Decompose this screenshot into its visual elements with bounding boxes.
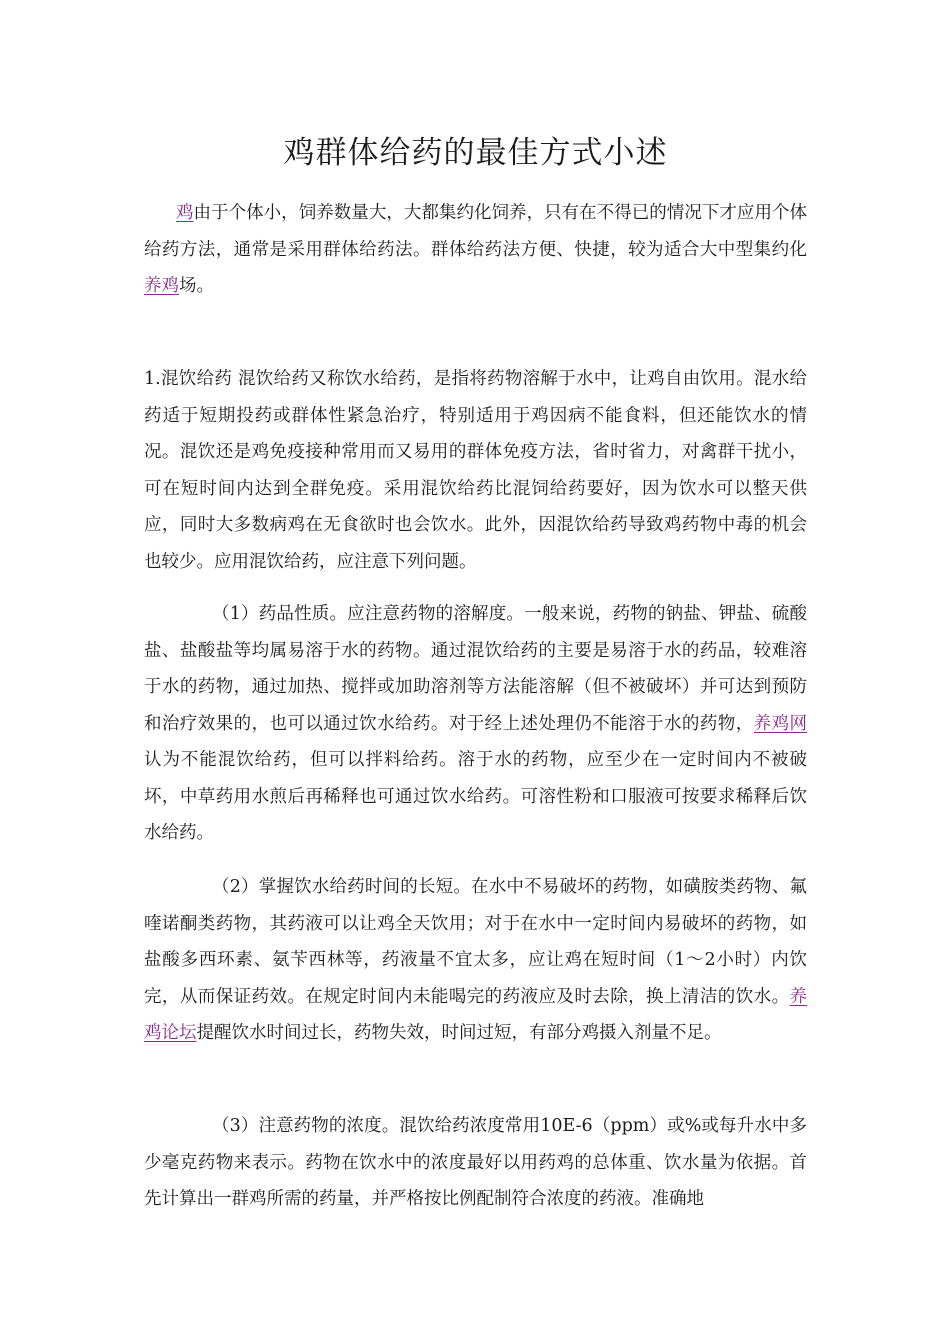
item-3-paragraph: （3）注意药物的浓度。混饮给药浓度常用10E-6（ppm）或%或每升水中多少毫克药物来表示。药物在饮水中的浓度最好以用药鸡的总体重、饮水量为依据。首先计算出一群鸡所需的药量，并严格按比例配制符合浓度的药液。准确地	[144, 1116, 807, 1209]
item-1-text-2: 认为不能混饮给药，但可以拌料给药。溶于水的药物，应至少在一定时间内不被破坏，中草药用水煎后再稀释也可通过饮水给药。可溶性粉和口服液可按要求稀释后饮水给药。	[144, 750, 807, 843]
intro-text-2: 场。	[179, 276, 214, 296]
item-1-text-1: （1）药品性质。应注意药物的溶解度。一般来说，药物的钠盐、钾盐、硫酸盐、盐酸盐等均属易溶于水的药物。通过混饮给药的主要是易溶于水的药品，较难溶于水的药物，通过加热、搅拌或加助溶剂等方法能溶解（但不被破坏）并可达到预防和治疗效果的，也可以通过饮水给药。对于经上述处理仍不能溶于水的药物，	[144, 604, 807, 734]
document-title: 鸡群体给药的最佳方式小述	[283, 135, 668, 171]
item-2-paragraph	[144, 869, 807, 1052]
intro-paragraph	[144, 195, 807, 305]
chicken-farming-net-link[interactable]: 养鸡网	[753, 713, 808, 734]
chicken-farming-link[interactable]: 养鸡	[144, 276, 179, 296]
item-1-paragraph	[144, 596, 807, 852]
section-1-paragraph: 1.混饮给药 混饮给药又称饮水给药，是指将药物溶解于水中，让鸡自由饮用。混水给药适于短期投药或群体性紧急治疗，特别适用于鸡因病不能食料，但还能饮水的情况。混饮还是鸡免疫接种常用而又易用的群体免疫方法，省时省力，对禽群干扰小，可在短时间内达到全群免疫。采用混饮给药比混饲给药要好，因为饮水可以整天供应，同时大多数病鸡在无食欲时也会饮水。此外，因混饮给药导致鸡药物中毒的机会也较少。应用混饮给药，应注意下列问题。	[144, 369, 807, 572]
chicken-forum-link[interactable]: 养鸡论坛	[144, 986, 807, 1043]
chicken-link[interactable]: 鸡	[176, 203, 194, 223]
intro-text-1: 由于个体小，饲养数量大，大都集约化饲养，只有在不得已的情况下才应用个体给药方法，通常是采用群体给药法。群体给药法方便、快捷，较为适合大中型集约化	[144, 203, 807, 260]
item-2-text-1: （2）掌握饮水给药时间的长短。在水中不易破坏的药物，如磺胺类药物、氟喹诺酮类药物，其药液可以让鸡全天饮用；对于在水中一定时间内易破坏的药物，如盐酸多西环素、氨苄西林等，药液量不宜太多，应让鸡在短时间（1～2小时）内饮完，从而保证药效。在规定时间内未能喝完的药液应及时去除，换上清洁的饮水。	[144, 877, 807, 1007]
item-2-text-2: 提醒饮水时间过长，药物失效，时间过短，有部分鸡摄入剂量不足。	[196, 1023, 722, 1043]
